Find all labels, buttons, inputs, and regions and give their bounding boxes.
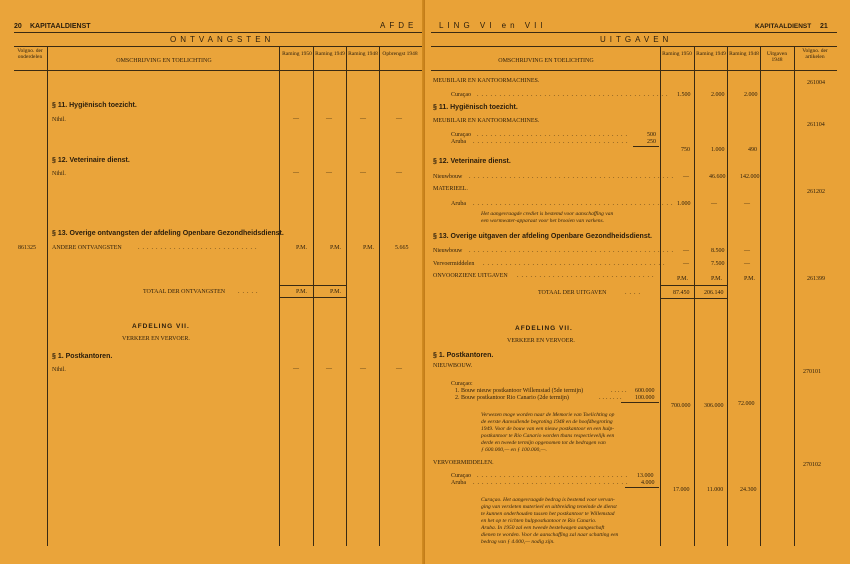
col-header-uitgaven1948: Uitgaven 1948 xyxy=(766,51,788,63)
rule xyxy=(14,46,422,47)
section-header: UITGAVEN xyxy=(600,35,673,44)
total-value: 206.140 xyxy=(704,290,724,296)
value: 4.000 xyxy=(641,480,655,486)
dash: — xyxy=(683,261,689,267)
leader-dots: .............................................. xyxy=(469,174,676,180)
rule xyxy=(431,46,837,47)
meubilair-heading: MEUBILAIR EN KANTOORMACHINES. xyxy=(433,118,540,124)
section-13-pm: P.M. xyxy=(330,245,342,251)
col-header-opbrengst1948: Opbrengst 1948 xyxy=(382,51,418,57)
section-1-nihil: Nihil. xyxy=(52,367,66,373)
col-header-description: OMSCHRIJVING EN TOELICHTING xyxy=(116,58,212,64)
total-label: TOTAAL DER UITGAVEN xyxy=(538,290,607,296)
rule xyxy=(14,32,422,33)
section-13-code: 861325 xyxy=(18,245,36,251)
article-code: 261004 xyxy=(807,80,825,86)
nieuwbouw-note: Verwezen moge worden naar de Memorie van Toelichting op xyxy=(481,412,615,418)
col-line xyxy=(346,46,347,546)
dash: — xyxy=(683,248,689,254)
leader-dots: ................................... xyxy=(473,480,631,486)
section-13-pm: P.M. xyxy=(296,245,308,251)
nieuwbouw-note: postkantoor te Rio Canario worden thans respectievelijk een xyxy=(481,433,615,439)
vervoer-note: Curaçao. Het aangevraagde bedrag is bestemd voor vervan- xyxy=(481,497,615,503)
dash: — xyxy=(396,366,402,372)
nieuwbouw-note: 1949. Voor de bouw van een nieuw postkantoor en een hulp- xyxy=(481,426,615,432)
value: 1.500 xyxy=(677,92,691,98)
dash: — xyxy=(293,116,299,122)
section-13-item: ANDERE ONTVANGSTEN xyxy=(52,245,122,251)
col-header-raming1948: Raming 1948 xyxy=(729,51,759,57)
section-12-nihil: Nihil. xyxy=(52,171,66,177)
vervoer-note: en het op te richten hulppostkantoor te Rio Canario. xyxy=(481,518,597,524)
col-line xyxy=(47,46,48,546)
total-value: 87.450 xyxy=(673,290,690,296)
dash: — xyxy=(326,170,332,176)
col-line xyxy=(660,46,661,546)
curacao-label: Curaçao xyxy=(451,92,471,98)
materieel-note: Het aangevraagde crediet is bestemd voor aanschaffing van xyxy=(481,211,614,217)
onvoorzien-label: ONVOORZIENE UITGAVEN xyxy=(433,273,508,279)
vervoer-heading: VERVOERMIDDELEN. xyxy=(433,460,494,466)
afdeling-title: AFDELING VII. xyxy=(132,323,190,330)
leader-dots: ..... xyxy=(611,388,629,394)
dash: — xyxy=(711,201,717,207)
curacao-label: Curaçao: xyxy=(451,381,473,387)
rule xyxy=(280,297,346,298)
value: 500 xyxy=(647,132,656,138)
article-code: 261104 xyxy=(807,122,825,128)
total-pm: P.M. xyxy=(330,289,342,295)
value: 13.000 xyxy=(637,473,654,479)
section-12-title: § 12. Veterinaire dienst. xyxy=(433,158,511,165)
total-label: TOTAAL DER ONTVANGSTEN xyxy=(143,289,226,295)
section-13-pm: P.M. xyxy=(363,245,375,251)
value: 11.000 xyxy=(707,487,724,493)
section-11-nihil: Nihil. xyxy=(52,117,66,123)
article-code: 270101 xyxy=(803,369,821,375)
dash: — xyxy=(360,170,366,176)
afdeling-subtitle: VERKEER EN VERVOER. xyxy=(507,338,575,344)
section-1-title: § 1. Postkantoren. xyxy=(433,352,494,359)
value: 490 xyxy=(748,147,757,153)
nieuwbouw-label: Nieuwbouw xyxy=(433,248,463,254)
leader-dots: ............................................. xyxy=(473,201,676,207)
nieuwbouw-note: de eerste Aanvullende begroting 1948 en de hoofdbegroting xyxy=(481,419,613,425)
dash: — xyxy=(744,248,750,254)
value: P.M. xyxy=(744,276,756,282)
section-11-title: § 11. Hygiënisch toezicht. xyxy=(433,104,518,111)
col-header-raming1950: Raming 1950 xyxy=(282,51,312,57)
leader-dots: ..... xyxy=(238,289,261,295)
nieuwbouw-note: ƒ 600.000,— en ƒ 100.000,—. xyxy=(481,447,547,453)
meubilair-heading: MEUBILAIR EN KANTOORMACHINES. xyxy=(433,78,540,84)
value: 2.000 xyxy=(744,92,758,98)
dash: — xyxy=(396,116,402,122)
vervoer-label: Vervoermiddelen xyxy=(433,261,475,267)
page-number: 21 xyxy=(820,23,828,30)
col-line xyxy=(313,46,314,546)
running-title: KAPITAALDIENST xyxy=(30,23,91,30)
vervoer-note: bedrag van ƒ 4.000,— nodig zijn. xyxy=(481,539,555,545)
value: 2.000 xyxy=(711,92,725,98)
section-1-title: § 1. Postkantoren. xyxy=(52,353,113,360)
rule xyxy=(14,70,422,71)
col-header-volgno: Volgno. der artikelen xyxy=(802,48,828,60)
rule xyxy=(431,70,837,71)
rule xyxy=(280,285,346,286)
value: 1.000 xyxy=(677,201,691,207)
value: 100.000 xyxy=(635,395,655,401)
section-13-opbrengst: 5.665 xyxy=(395,245,409,251)
leader-dots: ......................................... xyxy=(483,261,668,267)
col-header-raming1950: Raming 1950 xyxy=(662,51,692,57)
nieuwbouw-heading: NIEUWBOUW. xyxy=(433,363,473,369)
col-line xyxy=(279,46,280,546)
rule xyxy=(661,285,727,286)
vervoer-note: te kunnen onderhouden tussen het postkantoor te Willemstad xyxy=(481,511,615,517)
value: 142.000 xyxy=(740,174,760,180)
curacao-label: Curaçao xyxy=(451,473,471,479)
dash: — xyxy=(396,170,402,176)
leader-dots: .................................. xyxy=(477,473,630,479)
section-13-title: § 13. Overige ontvangsten der afdeling Openbare Gezondheidsdienst. xyxy=(52,230,284,237)
nieuwbouw-note: derde en tweede termijn opgenomen tot de bedragen van xyxy=(481,440,606,446)
vervoer-note: dienen te worden. Voor de aanschaffing zal naar schatting een xyxy=(481,532,619,538)
spread-title-right: LING VI en VII xyxy=(439,21,547,30)
dash: — xyxy=(293,170,299,176)
leader-dots: .................................. xyxy=(477,132,630,138)
col-header-volgno: Volgno. der onderdelen xyxy=(17,48,43,60)
leader-dots: ........................... xyxy=(138,245,260,251)
section-header: ONTVANGSTEN xyxy=(170,35,275,44)
dash: — xyxy=(360,116,366,122)
materieel-note: een wormwater-apparaat voor het brooien van varkens. xyxy=(481,218,604,224)
value: 700.000 xyxy=(671,403,691,409)
curacao-label: Curaçao xyxy=(451,132,471,138)
leader-dots: ....... xyxy=(599,395,624,401)
col-line xyxy=(727,46,728,546)
leader-dots: .... xyxy=(625,290,643,296)
leader-dots: ........................................... xyxy=(477,92,671,98)
aruba-label: Aruba xyxy=(451,480,466,486)
page-number: 20 xyxy=(14,23,22,30)
value: 24.300 xyxy=(740,487,757,493)
dash: — xyxy=(293,366,299,372)
item-1: 1. Bouw nieuw postkantoor Willemstad (5de termijn) xyxy=(455,388,584,394)
rule xyxy=(431,32,837,33)
value: 7.500 xyxy=(711,261,725,267)
spread-title-left: AFDE xyxy=(380,21,418,30)
item-2: 2. Bouw postkantoor Rio Canario (2de termijn) xyxy=(455,395,569,401)
leader-dots: ............................... xyxy=(517,273,657,279)
value: P.M. xyxy=(677,276,689,282)
value: 1.000 xyxy=(711,147,725,153)
col-header-raming1949: Raming 1949 xyxy=(696,51,726,57)
right-page xyxy=(425,0,850,564)
value: 17.000 xyxy=(673,487,690,493)
rule xyxy=(661,298,727,299)
value: 8.500 xyxy=(711,248,725,254)
dash: — xyxy=(326,366,332,372)
col-line xyxy=(760,46,761,546)
col-line xyxy=(379,46,380,546)
col-header-description: OMSCHRIJVING EN TOELICHTING xyxy=(498,58,594,64)
value: 250 xyxy=(647,139,656,145)
article-code: 261399 xyxy=(807,276,825,282)
value: 46.600 xyxy=(709,174,726,180)
col-header-raming1948: Raming 1948 xyxy=(348,51,378,57)
value: 600.000 xyxy=(635,388,655,394)
nieuwbouw-label: Nieuwbouw xyxy=(433,174,463,180)
dash: — xyxy=(326,116,332,122)
leader-dots: .............................................. xyxy=(469,248,676,254)
rule xyxy=(633,146,659,147)
section-13-title: § 13. Overige uitgaven der afdeling Openbare Gezondheidsdienst. xyxy=(433,233,652,240)
col-header-raming1949: Raming 1949 xyxy=(315,51,345,57)
materieel-heading: MATERIEEL. xyxy=(433,186,468,192)
article-code: 270102 xyxy=(803,462,821,468)
afdeling-subtitle: VERKEER EN VERVOER. xyxy=(122,336,190,342)
rule xyxy=(625,487,659,488)
col-line xyxy=(794,46,795,546)
section-11-title: § 11. Hygiënisch toezicht. xyxy=(52,102,137,109)
afdeling-title: AFDELING VII. xyxy=(515,325,573,332)
article-code: 261202 xyxy=(807,189,825,195)
running-title: KAPITAALDIENST xyxy=(755,23,812,30)
dash: — xyxy=(744,261,750,267)
value: 72.000 xyxy=(738,401,755,407)
vervoer-note: Aruba. In 1950 zal een tweede bestelwagen aangeschaft xyxy=(481,525,605,531)
section-12-title: § 12. Veterinaire dienst. xyxy=(52,157,130,164)
dash: — xyxy=(360,366,366,372)
total-pm: P.M. xyxy=(296,289,308,295)
value: P.M. xyxy=(711,276,723,282)
col-line xyxy=(694,46,695,546)
aruba-label: Aruba xyxy=(451,139,466,145)
value: 306.000 xyxy=(704,403,724,409)
aruba-label: Aruba xyxy=(451,201,466,207)
leader-dots: ................................... xyxy=(473,139,631,145)
vervoer-note: ging van versleten materieel en uitbreiding teneinde de dienst xyxy=(481,504,617,510)
value: 750 xyxy=(681,147,690,153)
dash: — xyxy=(744,201,750,207)
dash: — xyxy=(683,174,689,180)
rule xyxy=(621,402,659,403)
